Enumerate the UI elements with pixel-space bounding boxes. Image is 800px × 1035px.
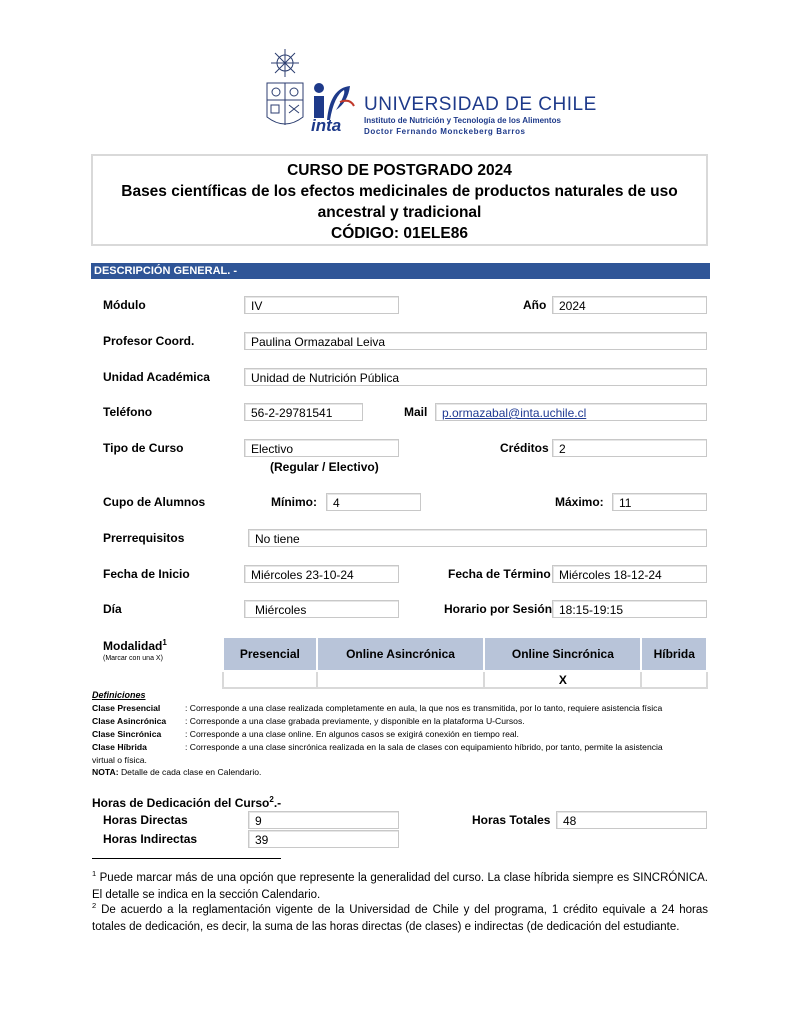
- horas-sup: 2: [269, 795, 274, 804]
- prerreq-field[interactable]: No tiene: [248, 529, 707, 547]
- directas-label: Horas Directas: [103, 813, 188, 827]
- minimo-field[interactable]: 4: [326, 493, 421, 511]
- totales-label: Horas Totales: [472, 813, 551, 827]
- col-online-sincronica: Online Sincrónica: [484, 637, 641, 671]
- col-online-asincronica: Online Asincrónica: [317, 637, 485, 671]
- modulo-field[interactable]: IV: [244, 296, 399, 314]
- prerreq-label: Prerrequisitos: [103, 531, 185, 545]
- mail-field[interactable]: [435, 403, 707, 421]
- telefono-field[interactable]: 56-2-29781541: [244, 403, 363, 421]
- totales-field[interactable]: 48: [556, 811, 707, 829]
- horario-field[interactable]: 18:15-19:15: [552, 600, 707, 618]
- horas-heading: Horas de Dedicación del Curso$^2$.-: [92, 795, 282, 810]
- definiciones-list: [92, 702, 712, 772]
- course-code: CÓDIGO: 01ELE86: [331, 225, 468, 242]
- def-term: Clase Sincrónica: [92, 729, 162, 739]
- nota-text: Detalle de cada clase en Calendario.: [120, 767, 262, 777]
- dia-label: Día: [103, 602, 122, 616]
- unidad-field[interactable]: Unidad de Nutrición Pública: [244, 368, 707, 386]
- def-sincronica: [92, 728, 712, 741]
- minimo-label: Mínimo:: [271, 495, 317, 509]
- unidad-label: Unidad Académica: [103, 370, 210, 384]
- tipo-field[interactable]: Electivo: [244, 439, 399, 457]
- termino-label: Fecha de Término: [448, 567, 551, 581]
- dia-field[interactable]: Miércoles: [244, 600, 399, 618]
- course-title-line3: ancestral y tradicional: [317, 204, 482, 221]
- tipo-label: Tipo de Curso: [103, 441, 184, 455]
- def-hibrida-cont: virtual o física.: [92, 755, 147, 765]
- def-term: Clase Híbrida: [92, 742, 147, 752]
- def-desc: : Corresponde a una clase realizada completamente en aula, la que nos es transmitida, por lo tanto, requiere asistencia física: [185, 703, 663, 713]
- anio-field[interactable]: 2024: [552, 296, 707, 314]
- university-crest: [262, 47, 308, 139]
- def-hibrida: [92, 741, 712, 754]
- mark-online-sincronica[interactable]: X: [484, 671, 641, 688]
- footnote-separator: [92, 858, 281, 859]
- creditos-label: Créditos: [500, 441, 549, 455]
- modalidad-table: [222, 636, 708, 689]
- mail-label: Mail: [404, 405, 428, 419]
- maximo-field[interactable]: 11: [612, 493, 707, 511]
- def-term: Clase Asincrónica: [92, 716, 167, 726]
- institute-line2: Doctor Fernando Monckeberg Barros: [364, 127, 526, 136]
- section-header: DESCRIPCIÓN GENERAL. -: [91, 263, 710, 279]
- maximo-label: Máximo:: [555, 495, 604, 509]
- col-hibrida: Híbrida: [641, 637, 707, 671]
- mail-link[interactable]: p.ormazabal@inta.uchile.cl: [442, 406, 587, 420]
- anio-label: Año: [523, 298, 547, 312]
- inta-logo: [310, 80, 358, 138]
- def-desc: : Corresponde a una clase sincrónica realizada en la sala de clases con equipamiento híbrido, por tanto, permite la asistencia: [185, 742, 663, 752]
- modalidad-hint: (Marcar con una X): [103, 655, 163, 662]
- directas-field[interactable]: 9: [248, 811, 399, 829]
- inicio-label: Fecha de Inicio: [103, 567, 190, 581]
- profesor-field[interactable]: Paulina Ormazabal Leiva: [244, 332, 707, 350]
- mark-online-asincronica[interactable]: [317, 671, 485, 688]
- def-term: Clase Presencial: [92, 703, 161, 713]
- def-asincronica: [92, 715, 712, 728]
- nota-label: NOTA:: [92, 767, 119, 777]
- profesor-label: Profesor Coord.: [103, 334, 195, 348]
- footnote-2: [92, 897, 708, 936]
- indirectas-field[interactable]: 39: [248, 830, 399, 848]
- mark-presencial[interactable]: [223, 671, 317, 688]
- inicio-field[interactable]: Miércoles 23-10-24: [244, 565, 399, 583]
- course-title-line2: Bases científicas de los efectos medicinales de productos naturales de uso: [121, 183, 678, 200]
- telefono-label: Teléfono: [103, 405, 153, 419]
- inta-logo-text: inta: [311, 116, 342, 135]
- footnote-1-number: 1: [92, 869, 97, 878]
- institute-line1: Instituto de Nutrición y Tecnología de los Alimentos: [364, 116, 561, 125]
- footnote-2-number: 2: [92, 901, 97, 910]
- modalidad-sup: 1: [162, 638, 167, 647]
- modulo-label: Módulo: [103, 298, 146, 312]
- footnote-1-text: Puede marcar más de una opción que represente la generalidad del curso. La clase híbrida siempre es SINCRÓNICA. El detalle se indica en la sección Calendario.: [92, 871, 708, 901]
- footnote-2-text: De acuerdo a la reglamentación vigente de la Universidad de Chile y del programa, 1 crédito equivale a 24 horas totales de dedicación, es decir, la suma de las horas directas (de clases) e indirectas (de dedicación del estudiante.: [92, 903, 709, 933]
- horario-label: Horario por Sesión: [444, 602, 553, 616]
- col-presencial: Presencial: [223, 637, 317, 671]
- def-desc: : Corresponde a una clase grabada previamente, y disponible en la plataforma U-Cursos.: [185, 716, 525, 726]
- cupo-label: Cupo de Alumnos: [103, 495, 206, 509]
- def-presencial: [92, 702, 712, 715]
- termino-field[interactable]: Miércoles 18-12-24: [552, 565, 707, 583]
- mark-hibrida[interactable]: [641, 671, 707, 688]
- creditos-field[interactable]: 2: [552, 439, 707, 457]
- def-desc: : Corresponde a una clase online. En algunos casos se exigirá conexión en tiempo real.: [185, 729, 519, 739]
- indirectas-label: Horas Indirectas: [103, 832, 198, 846]
- tipo-hint: (Regular / Electivo): [270, 460, 379, 474]
- university-name: UNIVERSIDAD DE CHILE: [364, 94, 597, 115]
- course-title-line1: CURSO DE POSTGRADO 2024: [287, 162, 512, 179]
- definiciones-heading: Definiciones: [92, 690, 146, 700]
- course-title-box: [91, 154, 708, 246]
- modalidad-label: Modalidad$^1$: [103, 638, 167, 653]
- nota: [92, 767, 261, 777]
